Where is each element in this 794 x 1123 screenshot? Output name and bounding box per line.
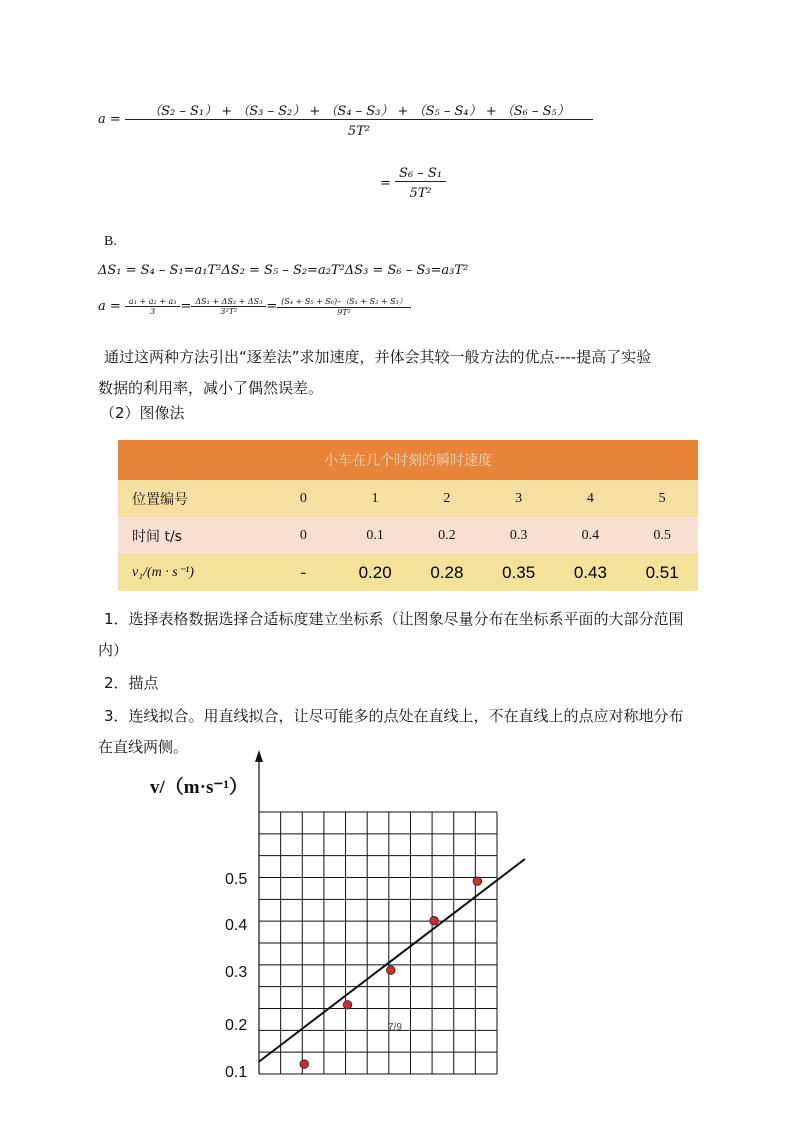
y-tick-label: 0.3 (225, 964, 248, 981)
section-2-title: （2）图像法 (100, 404, 185, 422)
chart-points (300, 877, 482, 1069)
row2-label: 时间 t/s (132, 528, 182, 545)
formula-b-label: B. (104, 234, 117, 249)
step-3-line2: 在直线两侧。 (98, 738, 189, 756)
y-tick-label: 0.2 (225, 1017, 248, 1034)
paragraph-1-line2: 数据的利用率，减小了偶然误差。 (98, 379, 324, 397)
formula-b-frac3-den: 9T² (337, 308, 351, 317)
table-cell: 0.5 (653, 527, 671, 543)
y-tick-label: 0.5 (225, 871, 248, 888)
table-cell: 5 (658, 490, 666, 506)
formula-b-frac3-num: (S₄ + S₅ + S₆)–（S₁ + S₂ + S₃） (281, 297, 407, 306)
row1-label: 位置编号 (132, 491, 188, 508)
formula-b-frac2-num: ΔS₁ + ΔS₂ + ΔS₃ (195, 297, 263, 306)
table-cell: 0.4 (581, 527, 600, 543)
row3-label: v₁/(m · s⁻¹) (132, 565, 194, 580)
table-cell: 0.1 (366, 527, 384, 543)
table-cell: 0.3 (509, 527, 528, 543)
table-cell: - (300, 562, 307, 582)
y-axis-arrow-icon (255, 750, 263, 762)
table-cell: 0.35 (502, 562, 536, 582)
formula-b-line2: a = $\frac{\text{a₁ + a₂ + a₃}}{3}$ = $\frac{\text{ΔS₁ + ΔS₂ + ΔS₃}}{\text{3²T²}}$ = $\frac{\text{(S₄ + S₅ + S₆)–（S₁ + S₂ + S₃）}}{\text{9T²}}$ (98, 296, 411, 317)
table-cell: 0 (299, 527, 307, 543)
step-1-line2: 内） (98, 641, 129, 659)
data-point (473, 877, 482, 886)
table-cell: 1 (371, 490, 379, 506)
step-1-line1: 1．选择表格数据选择合适标度建立坐标系（让图象尽量分布在坐标系平面的大部分范围 (104, 610, 684, 628)
formula-a-denominator: 5T² (347, 124, 370, 139)
table-title: 小车在几个时刻的瞬时速度 (118, 440, 698, 480)
page-number: 7/9 (388, 1022, 402, 1033)
data-point (343, 1000, 352, 1009)
data-point (430, 916, 439, 925)
y-tick-label: 0.4 (225, 917, 248, 934)
chart-y-axis (255, 750, 263, 1074)
step-3-line1: 3．连线拟合。用直线拟合，让尽可能多的点处在直线上，不在直线上的点应对称地分布 (104, 707, 684, 725)
y-tick-label: 0.1 (225, 1064, 248, 1081)
formula-b-lhs: a = (98, 299, 121, 314)
formula-a-eq2: = (380, 176, 391, 191)
formula-b-frac1-num: a₁ + a₂ + a₃ (128, 297, 177, 306)
chart-y-label: v/（m·s⁻¹） (150, 777, 249, 798)
table-cell: 2 (443, 490, 451, 506)
formula-a-lhs: a = (98, 112, 121, 127)
formula-b-line1: ΔS₁ = S₄ – S₁=a₁T²ΔS₂ = S₅ – S₂=a₂T²ΔS₃ = S₆ – S₃=a₃T² (98, 263, 469, 278)
chart-tick-labels (225, 871, 247, 1081)
data-point (387, 966, 396, 975)
table-cell: 0.20 (358, 562, 392, 582)
table-cell: 0.43 (573, 562, 607, 582)
step-2: 2．描点 (104, 674, 159, 692)
paragraph-1-line1: 通过这两种方法引出“逐差法”求加速度，并体会其较一般方法的优点----提高了实验 (104, 348, 652, 366)
formula-a-num2: S₆ – S₁ (399, 166, 443, 181)
table-cell: 0.28 (430, 562, 464, 582)
table-cell: 4 (586, 490, 594, 506)
table-cell: 0.2 (438, 527, 456, 543)
data-point (300, 1060, 309, 1069)
formula-a-den2: 5T² (409, 186, 432, 201)
table-cell: 0 (299, 490, 307, 506)
formula-b-frac1-den: 3 (150, 307, 156, 316)
table-cell: 3 (515, 490, 523, 506)
formula-a-numerator: （S₂ – S₁） + （S₃ – S₂） + （S₄ – S₃） + （S₅ – S₄） + （S₆ – S₅） (148, 104, 570, 119)
table-cell: 0.51 (645, 562, 679, 582)
formula-b-frac2-den: 3²T² (220, 307, 238, 316)
